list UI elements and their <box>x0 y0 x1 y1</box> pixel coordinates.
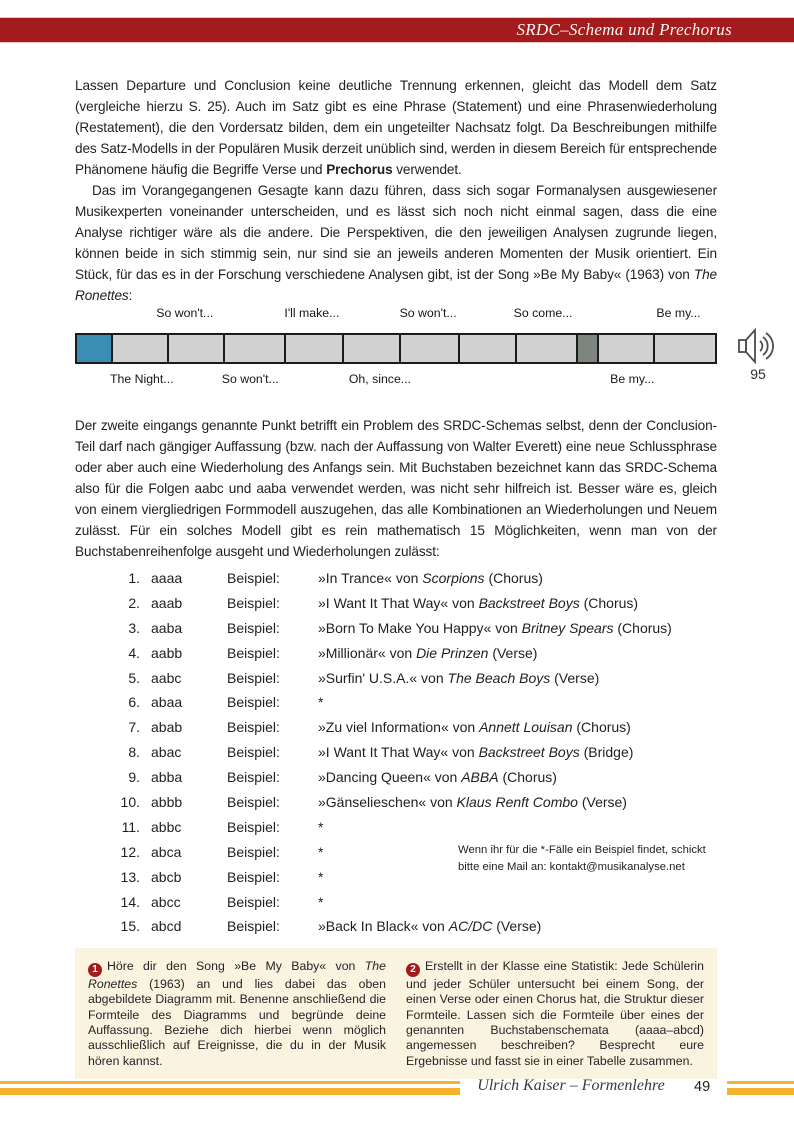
item-beispiel-label: Beispiel: <box>227 570 280 586</box>
example-list-item <box>117 815 717 840</box>
form-section-segment <box>223 335 284 362</box>
lyric-phrase-label <box>284 306 339 320</box>
footer-rule-thin-right <box>727 1081 794 1084</box>
item-letter-pattern: abbb <box>151 794 183 811</box>
item-letter-pattern: abac <box>151 744 182 761</box>
item-number: 2. <box>128 594 140 611</box>
item-letter-pattern: abcd <box>151 918 182 935</box>
item-beispiel-label: Beispiel: <box>227 868 280 885</box>
task-text: Höre dir den Song »Be My Baby« von The Ronettes (1963) an und lies dabei das oben abgebildete Diagramm mit. Benenne anschließend die Formteile des Diagramms und begründe deine Auffassung. Beziehe dich hierbei wenn möglich ausschließlich auf Ereignisse, die du in der Musik hören kannst. <box>88 959 386 1068</box>
item-beispiel-label: Beispiel: <box>227 744 280 761</box>
item-number: 1. <box>128 570 140 586</box>
footer-rule-thin-left <box>0 1081 460 1084</box>
item-number: 13. <box>120 868 140 885</box>
item-number: 8. <box>128 744 140 761</box>
item-example: »I Want It That Way« von Backstreet Boys (Chorus) <box>318 594 639 611</box>
item-example: »Millionär« von Die Prinzen (Verse) <box>318 644 538 661</box>
form-section-segment <box>284 335 343 362</box>
item-letter-pattern: aabc <box>151 669 182 686</box>
examples-block <box>75 566 717 939</box>
example-list-item <box>117 790 717 815</box>
item-number: 9. <box>128 769 140 786</box>
example-list-item <box>117 890 717 915</box>
item-beispiel-label: Beispiel: <box>227 694 280 711</box>
example-list-item <box>117 616 717 641</box>
item-beispiel-label: Beispiel: <box>227 594 280 611</box>
item-letter-pattern: abcc <box>151 893 181 910</box>
task-item <box>88 959 386 1069</box>
task-number-badge: 1 <box>88 963 102 977</box>
page-number: 49 <box>694 1079 711 1095</box>
item-beispiel-label: Beispiel: <box>227 893 280 910</box>
item-letter-pattern: abbc <box>151 818 182 835</box>
audio-track-number: 95 <box>750 366 766 382</box>
item-example: * <box>318 843 324 860</box>
item-example: »I Want It That Way« von Backstreet Boys (Bridge) <box>318 744 634 761</box>
form-section-segment <box>576 335 597 362</box>
item-beispiel-label: Beispiel: <box>227 818 280 835</box>
item-example: »Surfin' U.S.A.« von The Beach Boys (Verse) <box>318 669 600 686</box>
asterisk-footnote: Wenn ihr für die *-Fälle ein Beispiel findet, schickt bitte eine Mail an: kontakt@musikanalyse.net <box>458 844 706 873</box>
item-letter-pattern: abca <box>151 843 182 860</box>
item-beispiel-label: Beispiel: <box>227 794 280 811</box>
item-example: * <box>318 818 324 835</box>
form-section-segment <box>653 335 714 362</box>
item-example: * <box>318 868 324 885</box>
item-example: »Back In Black« von AC/DC (Verse) <box>318 918 542 935</box>
item-beispiel-label: Beispiel: <box>227 769 280 786</box>
item-example: »In Trance« von Scorpions (Chorus) <box>318 570 543 586</box>
item-letter-pattern: abcb <box>151 868 182 885</box>
lyric-phrase-label <box>156 306 213 320</box>
lyric-phrase-label <box>610 372 654 386</box>
chapter-title: SRDC–Schema und Prechorus <box>516 20 732 39</box>
lyric-phrase-label <box>514 306 573 320</box>
item-beispiel-label: Beispiel: <box>227 619 280 636</box>
item-example: »Dancing Queen« von ABBA (Chorus) <box>318 769 557 786</box>
task-panel <box>75 948 717 1079</box>
task-item <box>406 959 704 1069</box>
item-letter-pattern: abab <box>151 719 183 736</box>
form-section-segment <box>111 335 168 362</box>
item-letter-pattern: aaba <box>151 619 183 636</box>
form-section-segment <box>167 335 223 362</box>
example-list-item <box>117 715 717 740</box>
item-example: * <box>318 694 324 711</box>
footer-rule-thick-right <box>727 1088 794 1095</box>
lyric-phrase-label-text: Be my... <box>656 306 701 320</box>
item-number: 14. <box>120 893 140 910</box>
item-example: »Zu viel Information« von Annett Louisan (Chorus) <box>318 719 631 736</box>
form-section-segment <box>342 335 399 362</box>
item-example: »Gänselieschen« von Klaus Renft Combo (Verse) <box>318 794 627 811</box>
lyric-phrase-label-text: The Night... <box>109 372 174 386</box>
paragraph-1: Lassen Departure und Conclusion keine deutliche Trennung erkennen, gleicht das Modell dem Satz (vergleiche hierzu S. 25). Auch im Satz gibt es eine Phrase (Statement) und eine Phrasenwiederholung (Restatement), die den Vordersatz bilden, dem ein ungeteilter Nachsatz folgt. Da Beschreibungen mithilfe des Satz-Modells in der Populären Musik derzeit unüblich sind, werden in diesem Bereich für entsprechende Phänomene häufig die Begriffe Verse und Prechorus verwendet. <box>75 78 717 177</box>
form-timeline-bar <box>75 333 717 364</box>
item-beispiel-label: Beispiel: <box>227 719 280 736</box>
example-list-item <box>117 914 717 939</box>
lyric-phrase-label-text: So won't... <box>156 306 214 320</box>
form-section-segment <box>77 335 111 362</box>
lyric-phrase-label <box>656 306 700 320</box>
item-number: 15. <box>120 918 140 935</box>
main-content <box>75 0 766 939</box>
example-list-item <box>117 566 717 591</box>
item-beispiel-label: Beispiel: <box>227 669 280 686</box>
footer-rule-thick-left <box>0 1088 460 1095</box>
lyric-phrase-label <box>349 372 411 386</box>
example-list-item <box>117 641 717 666</box>
lyric-phrase-label-text: Be my... <box>610 372 655 386</box>
task-text: Erstellt in der Klasse eine Statistik: Jede Schülerin und jeder Schüler untersucht bei einem Song, der einen Verse oder einen Chorus hat, die Struktur dieser Formteile. Lassen sich die Formteile über eines der genannten Buchstabenschemata (aaaa–abcd) angemessen beschreiben? Besprecht eure Ergebnisse und fasst sie in einer Tabelle zusammen. <box>406 959 704 1068</box>
item-beispiel-label: Beispiel: <box>227 644 280 661</box>
example-list-item <box>117 740 717 765</box>
item-number: 6. <box>128 694 140 711</box>
example-list-item <box>117 690 717 715</box>
item-number: 11. <box>121 818 140 835</box>
paragraph-2: Das im Vorangegangenen Gesagte kann dazu führen, dass sich sogar Formanalysen ausgewiesener Musikexperten voneinander unterscheiden, und es lässt sich noch nicht einmal sagen, dass die eine Analyse richtiger wäre als die andere. Die Perspektiven, die den jeweiligen Analysen zugrunde liegen, können beide in sich stimmig sein, nur sind sie an jeweils anderen Momenten der Musik orientiert. Ein Stück, für das es in der Forschung verschiedene Analysen gibt, ist der Song »Be My Baby« (1963) von The Ronettes: <box>75 183 717 303</box>
lyric-phrase-label-text: I'll make... <box>284 306 340 320</box>
paragraph-3: Der zweite eingangs genannte Punkt betrifft ein Problem des SRDC-Schemas selbst, denn der Conclusion-Teil darf nach gängiger Auffassung (bzw. nach der Auffassung von Walter Everett) eine neue Schlussphrase oder aber auch eine Wiederholung des Anfangs sein. Mit Buchstaben bezeichnet kann das SRDC-Schema also für die Folgen aabc und aaba verwendet werden, was nicht sehr hilfreich ist. Besser wäre es, gleich von einem viergliedrigen Formmodell auszugehen, das alle Kombinationen an Wiederholungen und Neuem zulässt. Für ein solches Modell gibt es rein mathematisch 15 Möglichkeiten, wenn man von der Buchstabenreihenfolge ausgeht und Wiederholungen zulässt: <box>75 418 717 559</box>
form-section-segment <box>399 335 459 362</box>
lyric-phrase-label <box>400 306 457 320</box>
item-number: 4. <box>128 644 140 661</box>
footer-credit: Ulrich Kaiser – Formenlehre <box>477 1077 665 1094</box>
item-letter-pattern: abaa <box>151 694 183 711</box>
lyric-phrase-label-text: Oh, since... <box>348 372 412 386</box>
lyric-phrase-label <box>222 372 279 386</box>
item-letter-pattern: aaaa <box>151 570 183 586</box>
item-example: * <box>318 893 324 910</box>
item-letter-pattern: abba <box>151 769 183 786</box>
item-letter-pattern: aaab <box>151 594 183 611</box>
examples-list <box>117 566 717 939</box>
lyric-phrase-label-text: So won't... <box>399 306 457 320</box>
item-beispiel-label: Beispiel: <box>227 843 280 860</box>
item-number: 12. <box>120 843 140 860</box>
item-letter-pattern: aabb <box>151 644 183 661</box>
song-form-diagram <box>75 306 766 403</box>
form-section-segment <box>458 335 515 362</box>
lyric-phrase-label-text: So come... <box>513 306 573 320</box>
example-list-item <box>117 591 717 616</box>
lyric-phrase-label-text: So won't... <box>221 372 279 386</box>
item-beispiel-label: Beispiel: <box>227 918 280 935</box>
task-number-badge: 2 <box>406 963 420 977</box>
speaker-icon[interactable] <box>733 327 783 365</box>
form-section-segment <box>597 335 654 362</box>
item-number: 5. <box>128 669 140 686</box>
audio-track-reference[interactable] <box>733 327 783 382</box>
item-number: 10. <box>120 794 140 811</box>
example-list-item <box>117 666 717 691</box>
example-list-item <box>117 765 717 790</box>
form-section-segment <box>515 335 576 362</box>
item-number: 3. <box>128 619 140 636</box>
item-number: 7. <box>128 719 140 736</box>
item-example: »Born To Make You Happy« von Britney Spears (Chorus) <box>318 619 672 636</box>
lyric-phrase-label <box>110 372 174 386</box>
